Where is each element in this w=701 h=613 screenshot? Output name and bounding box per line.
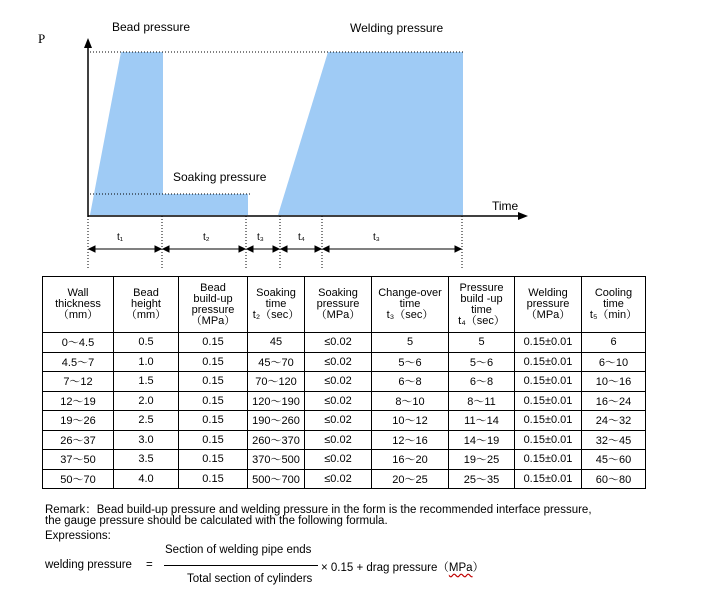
column-header [248, 277, 305, 333]
table-cell: 45～60 [582, 450, 646, 470]
segment-label-t3: t₃ [257, 232, 264, 243]
table-cell: 260～370 [248, 430, 305, 450]
column-header [114, 277, 179, 333]
soaking-pressure-label: Soaking pressure [173, 170, 267, 184]
formula-numerator: Section of welding pipe ends [165, 544, 312, 556]
table-cell: 120～190 [248, 391, 305, 411]
column-header-line: （mm） [125, 309, 167, 321]
column-header-line: time [471, 303, 492, 316]
welding-parameters-table [42, 276, 646, 489]
column-header-line: Soaking [318, 287, 358, 299]
column-header-line: Change-over [378, 287, 442, 299]
column-header-line: Soaking [256, 287, 296, 299]
table-cell: 37～50 [43, 450, 114, 470]
remark-line-1: Remark：Bead build-up pressure and welding pressure in the form is the recommended interface pressure, [45, 504, 592, 516]
column-header [372, 277, 449, 333]
table-row [43, 469, 646, 489]
segment-label-t5: t₃ [373, 232, 380, 243]
welding-pressure-label: Welding pressure [350, 21, 444, 35]
table-cell: 10～16 [582, 372, 646, 392]
formula-denominator: Total section of cylinders [187, 573, 313, 585]
table-cell: 500～700 [248, 469, 305, 489]
table-cell: 8～11 [449, 391, 515, 411]
formula-equals: = [146, 559, 153, 571]
table-cell: 4.0 [114, 469, 179, 489]
formula-rest [321, 559, 484, 575]
table-cell: 190～260 [248, 411, 305, 431]
table-cell: 6～8 [449, 372, 515, 392]
column-header-line: Welding [528, 287, 568, 299]
y-axis-label: P [38, 31, 46, 46]
formula-lhs: welding pressure [45, 559, 132, 571]
table-cell: 2.5 [114, 411, 179, 431]
table-cell: 0.15 [179, 372, 248, 392]
table-cell: 12～16 [372, 430, 449, 450]
y-axis-arrow [84, 38, 92, 48]
bead-pressure-area [90, 52, 248, 215]
table-cell: 7～12 [43, 372, 114, 392]
table-cell: 6～8 [372, 372, 449, 392]
table-cell: 3.5 [114, 450, 179, 470]
table-cell: 20～25 [372, 469, 449, 489]
column-header [179, 277, 248, 333]
column-header-line: build-up [193, 292, 233, 305]
x-axis-arrow [518, 212, 528, 220]
expressions-label: Expressions: [45, 530, 111, 542]
table-cell: 0.15 [179, 333, 248, 353]
table-cell: 0.5 [114, 333, 179, 353]
table-cell: 14～19 [449, 430, 515, 450]
column-header-line: （MPa） [525, 309, 571, 321]
table-cell: 45 [248, 333, 305, 353]
column-header-line: thickness [55, 298, 101, 310]
table-header-row [43, 277, 646, 333]
column-header-line: Cooling [594, 287, 633, 299]
table-row [43, 411, 646, 431]
table-cell: ≤0.02 [305, 372, 372, 392]
table-cell: 5 [372, 333, 449, 353]
table-cell: 11～14 [449, 411, 515, 431]
column-header-line: （mm） [57, 309, 99, 321]
table-cell: 0.15 [179, 469, 248, 489]
table-cell: ≤0.02 [305, 450, 372, 470]
segment-arrows [89, 246, 461, 252]
column-header-line: Bead [133, 287, 159, 299]
table-cell: 8～10 [372, 391, 449, 411]
table-cell: 0.15±0.01 [515, 333, 582, 353]
table-row [43, 352, 646, 372]
table-cell: ≤0.02 [305, 469, 372, 489]
table-cell: 2.0 [114, 391, 179, 411]
table-cell: 6 [582, 333, 646, 353]
column-header-line: （MPa） [190, 314, 236, 327]
table-cell: ≤0.02 [305, 391, 372, 411]
remark-line-2: the gauge pressure should be calculated with the following formula. [45, 515, 388, 527]
table-cell: 6～10 [582, 352, 646, 372]
column-header-line: t₂（sec） [252, 309, 300, 321]
column-header [43, 277, 114, 333]
table-cell: 0.15 [179, 352, 248, 372]
table-cell: 5～6 [449, 352, 515, 372]
table-cell: 50～70 [43, 469, 114, 489]
table-row [43, 450, 646, 470]
table-cell: 25～35 [449, 469, 515, 489]
column-header [582, 277, 646, 333]
table-cell: 0.15±0.01 [515, 450, 582, 470]
column-header-line: height [131, 298, 161, 310]
table-cell: 1.0 [114, 352, 179, 372]
segment-ticks [88, 216, 462, 268]
column-header-line: （MPa） [315, 309, 361, 321]
column-header-line: time [603, 298, 624, 310]
table-cell: 0.15 [179, 391, 248, 411]
table-row [43, 372, 646, 392]
table-cell: 0.15±0.01 [515, 372, 582, 392]
formula-rest-prefix: × 0.15 + drag pressure（ [321, 562, 449, 574]
table-cell: 5～6 [372, 352, 449, 372]
column-header-line: pressure [316, 298, 360, 310]
table-cell: 0.15±0.01 [515, 430, 582, 450]
table-cell: 0～4.5 [43, 333, 114, 353]
column-header-line: Bead [200, 281, 226, 294]
column-header-line: t₃（sec） [386, 309, 434, 321]
formula-unit: MPa [448, 562, 473, 574]
table-cell: 0.15±0.01 [515, 411, 582, 431]
table-cell: 1.5 [114, 372, 179, 392]
column-header-line: time [399, 298, 421, 310]
table-cell: 32～45 [582, 430, 646, 450]
table-cell: 3.0 [114, 430, 179, 450]
column-header-line: build -up [460, 292, 503, 305]
table-cell: 12～19 [43, 391, 114, 411]
table-cell: 16～20 [372, 450, 449, 470]
table-cell: 4.5～7 [43, 352, 114, 372]
table-cell: 0.15±0.01 [515, 469, 582, 489]
table-cell: 26～37 [43, 430, 114, 450]
table-cell: 70～120 [248, 372, 305, 392]
column-header-line: pressure [191, 303, 235, 316]
table-cell: 0.15±0.01 [515, 352, 582, 372]
column-header-line: pressure [526, 298, 570, 310]
table-cell: 16～24 [582, 391, 646, 411]
table-row [43, 430, 646, 450]
column-header-line: Wall [67, 287, 89, 299]
column-header-line: t₅（min） [589, 309, 638, 321]
fraction-bar [164, 565, 318, 566]
table-cell: 0.15 [179, 411, 248, 431]
segment-label-t1: t₁ [117, 232, 124, 243]
table-cell: 19～25 [449, 450, 515, 470]
table-cell: 0.15±0.01 [515, 391, 582, 411]
segment-label-t4: t₄ [298, 232, 305, 243]
column-header-line: Pressure [459, 281, 504, 294]
bead-pressure-label: Bead pressure [112, 20, 191, 34]
column-header-line: t₄（sec） [458, 314, 505, 327]
table-cell: 0.15 [179, 450, 248, 470]
table-cell: 370～500 [248, 450, 305, 470]
column-header [449, 277, 515, 333]
table-cell: ≤0.02 [305, 333, 372, 353]
table-cell: 0.15 [179, 430, 248, 450]
table-cell: ≤0.02 [305, 352, 372, 372]
column-header [305, 277, 372, 333]
formula-rest-suffix: ） [472, 562, 485, 574]
table-cell: ≤0.02 [305, 411, 372, 431]
pressure-time-diagram [0, 0, 701, 276]
table-cell: 24～32 [582, 411, 646, 431]
table-cell: 19～26 [43, 411, 114, 431]
table-cell: 10～12 [372, 411, 449, 431]
table-row [43, 391, 646, 411]
table-cell: 5 [449, 333, 515, 353]
welding-pressure-area [278, 52, 463, 215]
table-row [43, 333, 646, 353]
column-header [515, 277, 582, 333]
table-cell: 45～70 [248, 352, 305, 372]
table-cell: ≤0.02 [305, 430, 372, 450]
table-cell: 60～80 [582, 469, 646, 489]
segment-label-t2: t₂ [203, 232, 210, 243]
x-axis-label: Time [492, 199, 519, 213]
column-header-line: time [265, 298, 287, 310]
